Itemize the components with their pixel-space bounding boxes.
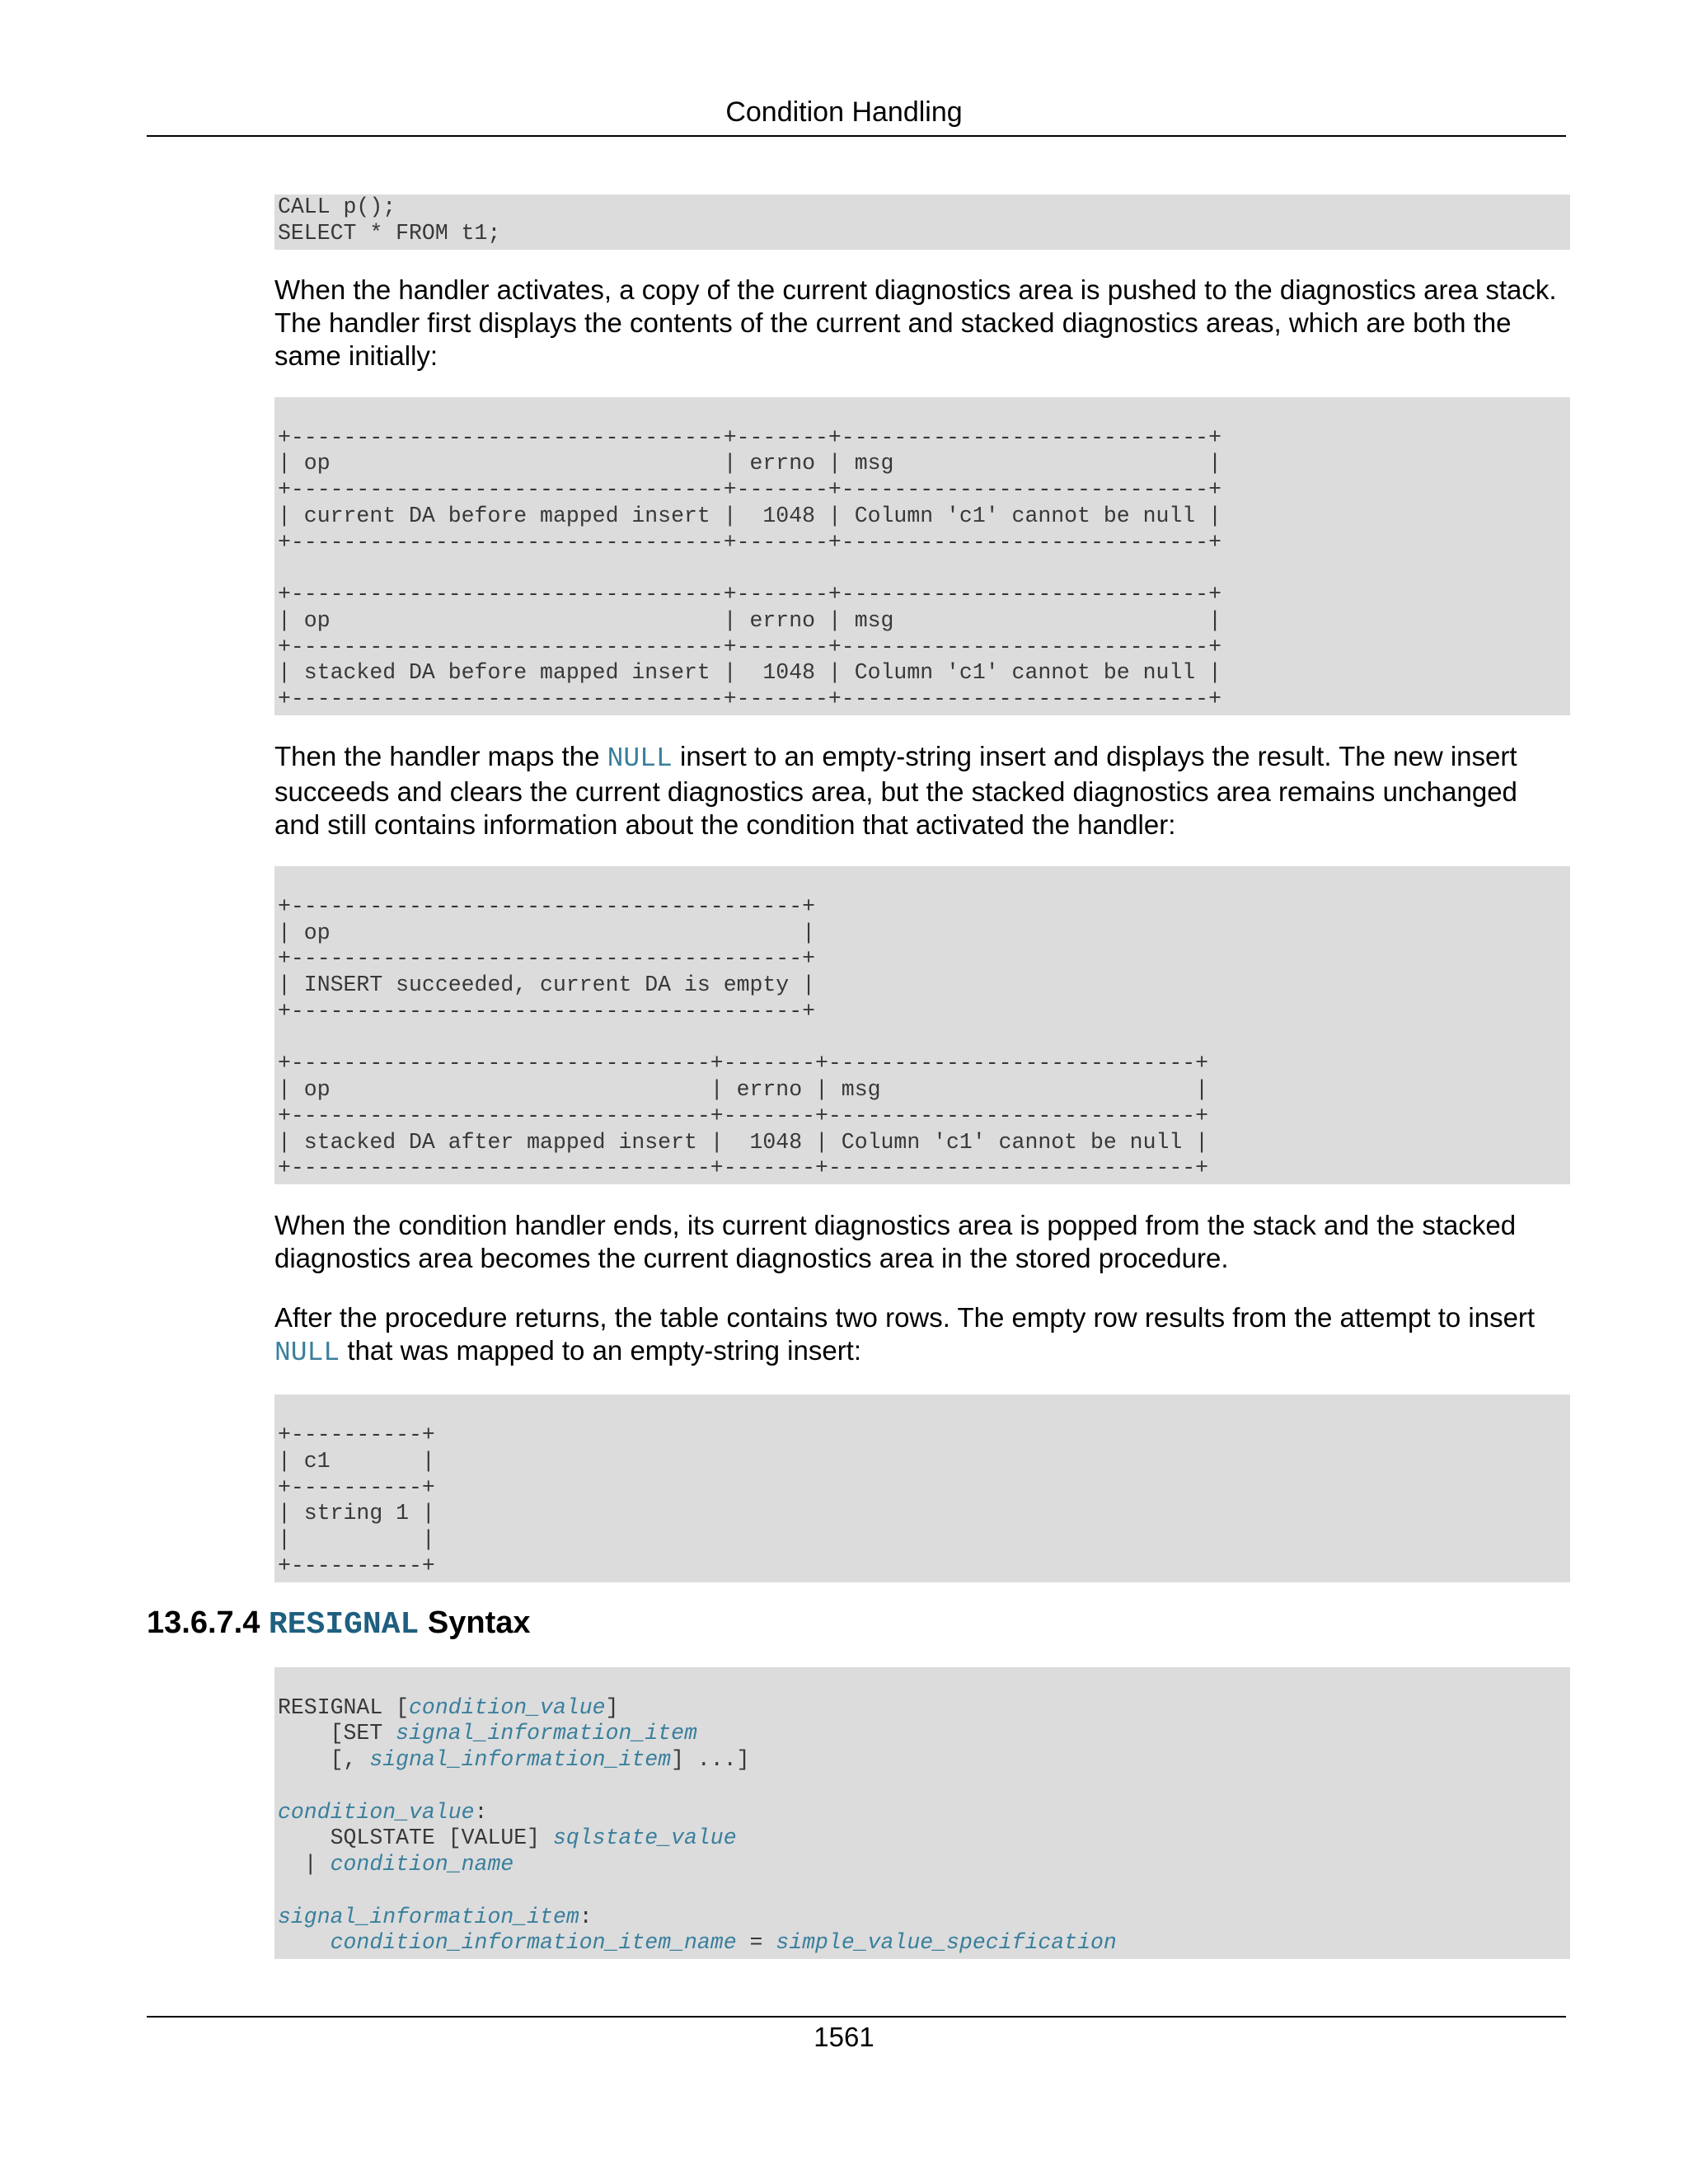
page-header-title: Condition Handling [725, 96, 963, 128]
result-block-diagnostics-after: +---------------------------------------+ | op | +---------------------------------------+ | INSERT succeeded, current DA is empty | +---------------------------------------+ +--------------------------------+-------+----------------------------+ | op | errno | msg | +--------------------------------+-------+----------------------------+ | stacked DA after mapped insert | 1048 | Column 'c1' cannot be null | +--------------------------------+-------+----------------------------+ [274, 866, 1570, 1184]
paragraph-text: insert to an empty-string insert and displays the result. The new insert succeeds and clears the current diagnostics area, but the stacked diagnostics area remains unchanged and still contains information about the condition that activated the handler: [274, 740, 1517, 840]
paragraph-handler-activates: When the handler activates, a copy of the current diagnostics area is pushed to the diagnostics area stack. The handler first displays the contents of the current and stacked diagnostics areas, which are both the same initially: [274, 274, 1557, 371]
syntax-punct: [, [278, 1747, 370, 1772]
page-content [147, 194, 1570, 1959]
placeholder-signal-information-item: signal_information_item [369, 1747, 672, 1772]
syntax-indent [278, 1930, 331, 1955]
result-block-diagnostics-before: +---------------------------------+-------+----------------------------+ | op | errno | msg | +---------------------------------+-------+----------------------------+ | current DA before mapped insert | 1048 | Column 'c1' cannot be null | +---------------------------------+-------+----------------------------+ +---------------------------------+-------+----------------------------+ | op | errno | msg | +---------------------------------+-------+----------------------------+ | stacked DA before mapped insert | 1048 | Column 'c1' cannot be null | +---------------------------------+-------+----------------------------+ [274, 397, 1570, 715]
paragraph-handler-maps [274, 740, 1570, 841]
syntax-keyword: [SET [278, 1721, 396, 1746]
paragraph-text: that was mapped to an empty-string insert: [340, 1335, 862, 1366]
syntax-punct: : [474, 1799, 488, 1825]
syntax-punct: = [736, 1930, 776, 1956]
placeholder-signal-information-item: signal_information_item [396, 1721, 697, 1746]
null-literal: NULL [274, 1338, 340, 1368]
placeholder-condition-value: condition_value [409, 1694, 606, 1720]
placeholder-signal-information-item: signal_information_item [278, 1904, 579, 1929]
null-literal: NULL [607, 743, 673, 774]
placeholder-condition-name: condition_name [330, 1852, 514, 1877]
placeholder-sqlstate-value: sqlstate_value [552, 1825, 737, 1851]
section-keyword: RESIGNAL [268, 1606, 420, 1643]
syntax-keyword: RESIGNAL [ [278, 1694, 410, 1720]
header-rule [147, 135, 1566, 137]
placeholder-condition-value: condition_value [278, 1799, 475, 1825]
section-title: Syntax [427, 1605, 531, 1640]
syntax-keyword: SQLSTATE [VALUE] [278, 1825, 553, 1851]
syntax-block-resignal [274, 1667, 1570, 1960]
paragraph-procedure-returns [274, 1301, 1570, 1370]
section-heading [147, 1604, 1570, 1644]
syntax-punct: | [278, 1852, 331, 1877]
result-block-table-rows: +----------+ | c1 | +----------+ | string 1 | | | +----------+ [274, 1394, 1570, 1582]
section-number: 13.6.7.4 [147, 1605, 260, 1640]
page-number: 1561 [814, 2022, 874, 2052]
syntax-punct: ] [605, 1694, 619, 1720]
placeholder-simple-value-specification: simple_value_specification [776, 1930, 1117, 1956]
paragraph-handler-ends: When the condition handler ends, its current diagnostics area is popped from the stack and the stacked diagnostics area becomes the current diagnostics area in the stored procedure. [274, 1210, 1517, 1273]
syntax-punct: : [579, 1904, 593, 1929]
syntax-punct: ] ...] [671, 1747, 750, 1772]
footer-rule [147, 2016, 1566, 2018]
paragraph-text: After the procedure returns, the table contains two rows. The empty row results from the attempt to insert [274, 1302, 1536, 1333]
paragraph-text: Then the handler maps the [274, 740, 607, 771]
placeholder-condition-information-item-name: condition_information_item_name [330, 1930, 737, 1956]
code-block-call: CALL p(); SELECT * FROM t1; [274, 194, 1570, 250]
